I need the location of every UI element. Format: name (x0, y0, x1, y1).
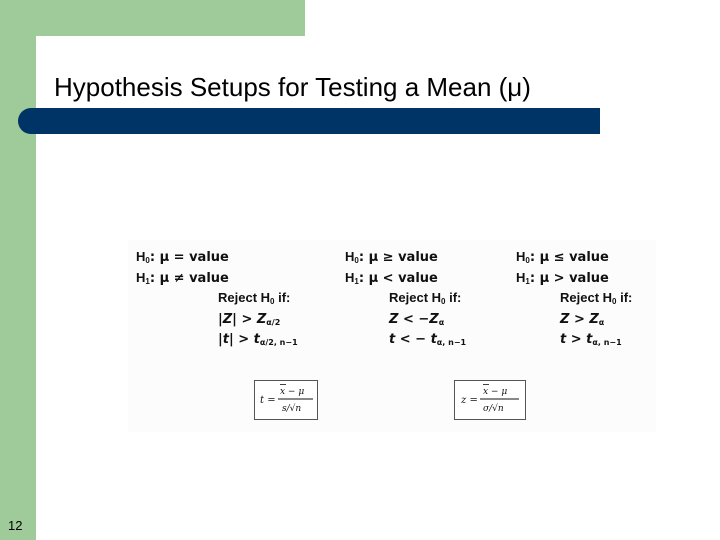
null-hypothesis (136, 249, 298, 270)
h1-letter: H (136, 269, 146, 285)
reject-subscript: 0 (441, 297, 446, 306)
h1-letter: H (516, 269, 526, 285)
lower-tailed-column (345, 249, 466, 352)
h0-letter: H (345, 249, 355, 264)
z-formula-numerator: x − μ (483, 387, 508, 397)
z-condition-text: Z > Z (560, 311, 599, 327)
alternative-hypothesis (516, 270, 632, 291)
h1-text: : μ ≠ value (149, 270, 229, 286)
h1-subscript: 1 (354, 276, 359, 286)
alternative-hypothesis (136, 270, 298, 291)
z-formula-lhs: z = (461, 395, 478, 406)
t-condition-text: t > t (560, 332, 593, 347)
t-formula-denominator: s/√n (282, 404, 302, 414)
reject-suffix: if: (616, 290, 633, 305)
t-condition-subscript: α, n−1 (436, 338, 467, 347)
h1-subscript: 1 (145, 276, 150, 286)
h0-text: : μ ≤ value (529, 250, 609, 265)
slide-accent-top (0, 0, 305, 36)
null-hypothesis (345, 249, 466, 270)
title-underline-bar (18, 108, 600, 134)
alternative-hypothesis (345, 270, 466, 291)
z-condition (516, 311, 632, 332)
z-condition (345, 311, 466, 332)
z-formula-denominator: σ/√n (483, 404, 504, 414)
t-condition-text: t < − t (389, 332, 437, 347)
reject-subscript: 0 (612, 297, 617, 306)
z-condition-text: |Z| > Z (218, 311, 267, 327)
reject-label: Reject H (218, 290, 271, 305)
reject-suffix: if: (274, 290, 291, 305)
hypothesis-figure (128, 240, 656, 432)
h0-letter: H (516, 249, 526, 264)
z-statistic-formula (454, 380, 526, 420)
reject-subscript: 0 (270, 297, 275, 306)
h0-letter: H (136, 249, 146, 264)
z-condition-text: Z < −Z (389, 311, 439, 327)
t-condition-text: |t| > t (218, 332, 260, 347)
reject-label: Reject H (560, 290, 613, 305)
h1-letter: H (345, 269, 355, 285)
slide-number: 12 (8, 518, 23, 533)
z-condition (136, 311, 298, 332)
two-tailed-column (136, 249, 298, 352)
t-formula-lhs: t = (260, 395, 276, 406)
t-condition (345, 331, 466, 352)
t-condition (136, 331, 298, 352)
h1-text: : μ > value (529, 270, 609, 286)
slide-title: Hypothesis Setups for Testing a Mean (μ) (54, 72, 531, 102)
t-condition-subscript: α/2, n−1 (259, 338, 298, 347)
reject-rule (345, 290, 466, 311)
h1-text: : μ < value (358, 270, 438, 286)
t-condition-subscript: α, n−1 (592, 338, 622, 347)
z-condition-subscript: α (598, 317, 605, 327)
h0-text: : μ ≥ value (358, 250, 438, 265)
t-statistic-formula (254, 380, 318, 420)
h0-subscript: 0 (525, 256, 530, 265)
z-condition-subscript: α/2 (266, 317, 281, 327)
reject-rule (516, 290, 632, 311)
h0-text: : μ = value (149, 250, 229, 265)
h0-subscript: 0 (354, 256, 359, 265)
reject-rule (136, 290, 298, 311)
h0-subscript: 0 (145, 256, 150, 265)
upper-tailed-column (516, 249, 632, 352)
t-formula-numerator: x − μ (280, 387, 305, 397)
t-condition (516, 331, 632, 352)
reject-label: Reject H (389, 290, 442, 305)
h1-subscript: 1 (525, 276, 530, 286)
null-hypothesis (516, 249, 632, 270)
reject-suffix: if: (445, 290, 462, 305)
z-condition-subscript: α (438, 317, 445, 327)
slide-accent-left (0, 0, 36, 540)
